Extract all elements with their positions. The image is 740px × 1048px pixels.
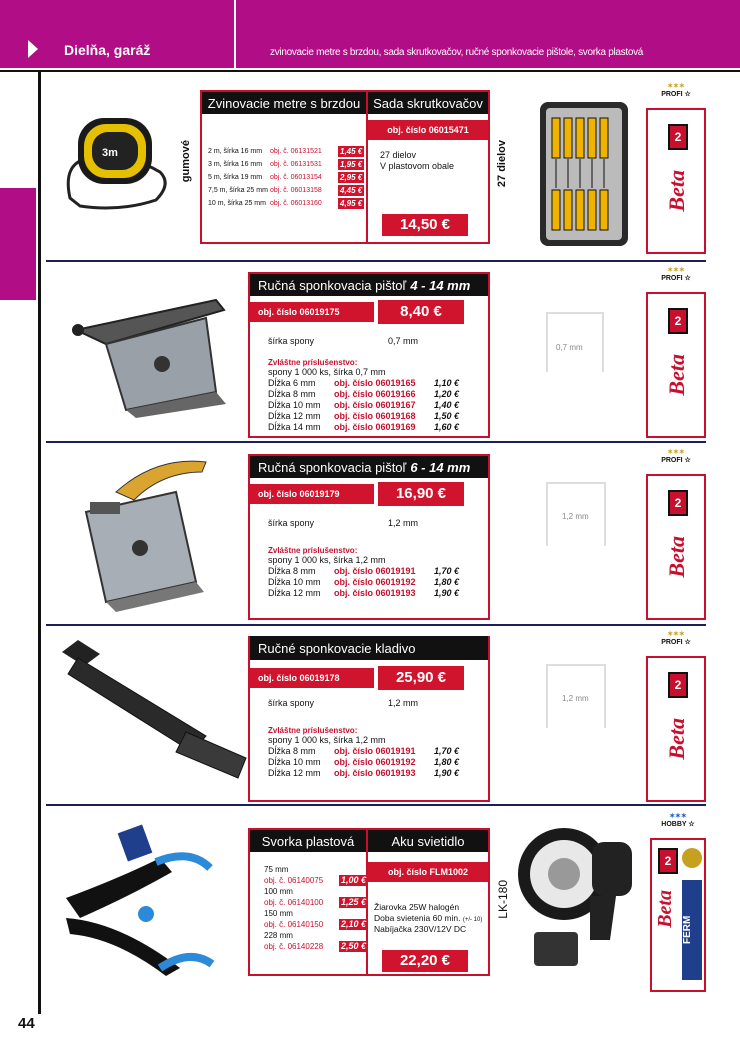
beta-logo: Beta [654, 890, 676, 928]
stapler1-width-label: šírka spony [268, 336, 315, 346]
tape-side-label: gumové [180, 140, 192, 183]
stapler2-product-box [248, 454, 490, 620]
stapler1-width-value: 0,7 mm [388, 336, 419, 346]
list-item: Dĺžka 12 mm obj. číslo 06019193 1,90 € [268, 588, 460, 598]
stapler1-title: Ručná sponkovacia pištoľ 4 - 14 mm [250, 274, 488, 296]
hammer-price: 25,90 € [378, 666, 464, 690]
stapler2-price: 16,90 € [378, 482, 464, 506]
staple-size-label: 1,2 mm [562, 512, 589, 521]
staple-size-label: 1,2 mm [562, 694, 589, 703]
beta-2-logo-icon: 2 [668, 672, 688, 698]
lamp-desc-1: Žiarovka 25W halogén [374, 902, 460, 912]
svg-text:3m: 3m [102, 147, 118, 159]
section-divider [46, 804, 706, 806]
hammer-width-label: šírka spony [268, 698, 315, 708]
screwdriver-product-box [368, 90, 490, 244]
lamp-desc-3: Nabíjačka 230V/12V DC [374, 924, 467, 934]
list-item: obj. č. 06140150 2,10 € [264, 919, 366, 929]
profi-badge: ✶✶✶ PROFI ☆ [661, 267, 691, 282]
side-tab [0, 188, 36, 300]
tape-price-list [208, 146, 366, 211]
stapler1-product-box [248, 272, 490, 438]
screwdriver-title: Sada skrutkovačov [368, 92, 488, 114]
beta-2-logo-icon: 2 [668, 490, 688, 516]
stapler2-width-label: šírka spony [268, 518, 315, 528]
clamp-size: 100 mm [264, 887, 293, 896]
clamp-size: 150 mm [264, 909, 293, 918]
list-item: obj. č. 06140100 1,25 € [264, 897, 366, 907]
list-item: Dĺžka 10 mm obj. číslo 06019167 1,40 € [268, 400, 460, 410]
category-title: Dielňa, garáž [64, 42, 151, 58]
list-item: 5 m, šírka 19 mm obj. č. 06013154 2,95 € [208, 173, 363, 182]
list-item: obj. č. 06140075 1,00 € [264, 875, 366, 885]
section-divider [46, 441, 706, 443]
list-item: Dĺžka 8 mm obj. číslo 06019191 1,70 € [268, 746, 460, 756]
flashlight-image [510, 820, 636, 980]
ferm-logo: FERM [682, 880, 702, 980]
screwdriver-desc-2: V plastovom obale [380, 161, 455, 171]
header-rule [0, 70, 740, 72]
stapler2-width-value: 1,2 mm [388, 518, 419, 528]
list-item: 7,5 m, šírka 25 mm obj. č. 06013158 4,45 € [208, 186, 363, 195]
beta-2-logo-icon: 2 [668, 124, 688, 150]
list-item: Dĺžka 14 mm obj. číslo 06019169 1,60 € [268, 422, 460, 432]
plastic-clamp-image [60, 818, 220, 978]
stapler2-title: Ručná sponkovacia pištoľ 6 - 14 mm [250, 456, 488, 478]
seal-icon [682, 848, 702, 868]
profi-badge: ✶✶✶ PROFI ☆ [661, 449, 691, 464]
page-number: 44 [18, 1015, 35, 1032]
beta-logo: Beta [664, 536, 689, 578]
section-divider [46, 260, 706, 262]
stapler1-accessory-title: Zvláštne príslušenstvo: [268, 358, 358, 367]
tape-title: Zvinovacie metre s brzdou [202, 92, 366, 114]
beta-logo: Beta [664, 170, 689, 212]
stapler2-code: obj. číslo 06019179 [250, 484, 374, 504]
list-item: Dĺžka 8 mm obj. číslo 06019191 1,70 € [268, 566, 460, 576]
hammer-accessory-desc: spony 1 000 ks, šírka 1,2 mm [268, 735, 386, 745]
hobby-badge: ✶✶✶ HOBBY ☆ [661, 813, 695, 828]
clamp-title: Svorka plastová [250, 830, 366, 852]
stapler2-accessory-desc: spony 1 000 ks, šírka 1,2 mm [268, 555, 386, 565]
lamp-price: 22,20 € [382, 950, 468, 972]
beta-logo: Beta [664, 718, 689, 760]
brand-box-hobby [650, 812, 706, 992]
list-item: Dĺžka 8 mm obj. číslo 06019166 1,20 € [268, 389, 460, 399]
stapler1-accessory-desc: spony 1 000 ks, šírka 0,7 mm [268, 367, 386, 377]
clamp-size: 228 mm [264, 931, 293, 940]
lamp-title: Aku svietidlo [368, 830, 488, 852]
clamp-product-box [248, 828, 368, 976]
clamp-size: 75 mm [264, 865, 289, 874]
screwdriver-desc-1: 27 dielov [380, 150, 417, 160]
list-item: 3 m, šírka 16 mm obj. č. 06131531 1,95 € [208, 160, 363, 169]
profi-badge: ✶✶✶ PROFI ☆ [661, 83, 691, 98]
brand-box [646, 448, 706, 620]
header-subtitle: zvinovacie metre s brzdou, sada skrutkovačov, ručné sponkovacie pištole, svorka plastová [270, 47, 644, 58]
stapler-image [76, 452, 226, 618]
brand-box [646, 266, 706, 438]
brand-box [646, 630, 706, 802]
tape-measure-image [60, 102, 176, 214]
screwdriver-side-label: 27 dielov [496, 140, 508, 188]
staple-size-label: 0,7 mm [556, 343, 583, 352]
screwdriver-set-image [538, 100, 630, 248]
list-item: 10 m, šírka 25 mm obj. č. 06013160 4,95 € [208, 199, 363, 208]
screwdriver-code: obj. číslo 06015471 [368, 120, 488, 140]
screwdriver-price: 14,50 € [382, 214, 468, 236]
beta-2-logo-icon: 2 [658, 848, 678, 874]
list-item: Dĺžka 10 mm obj. číslo 06019192 1,80 € [268, 577, 460, 587]
lamp-code: obj. číslo FLM1002 [368, 862, 488, 882]
list-item: obj. č. 06140228 2,50 € [264, 941, 366, 951]
stapler1-code: obj. číslo 06019175 [250, 302, 374, 322]
beta-2-logo-icon: 2 [668, 308, 688, 334]
list-item: Dĺžka 12 mm obj. číslo 06019193 1,90 € [268, 768, 460, 778]
list-item: Dĺžka 12 mm obj. číslo 06019168 1,50 € [268, 411, 460, 421]
hammer-title: Ručné sponkovacie kladivo [250, 636, 488, 660]
brand-box [646, 82, 706, 254]
stapler1-price: 8,40 € [378, 300, 464, 324]
list-item: Dĺžka 6 mm obj. číslo 06019165 1,10 € [268, 378, 460, 388]
left-rule [38, 72, 41, 1014]
stapler-image [66, 282, 242, 422]
profi-badge: ✶✶✶ PROFI ☆ [661, 631, 691, 646]
list-item: 2 m, šírka 16 mm obj. č. 06131521 1,45 € [208, 147, 363, 156]
hammer-tacker-image [56, 636, 252, 782]
lamp-desc-2: Doba svietenia 60 min. (+/- 10) [374, 913, 483, 923]
stapler2-accessory-title: Zvláštne príslušenstvo: [268, 546, 358, 555]
section-divider [46, 624, 706, 626]
hammer-product-box [248, 636, 490, 802]
tape-product-box [200, 90, 368, 244]
staple-image [546, 312, 604, 372]
hammer-width-value: 1,2 mm [388, 698, 419, 708]
beta-logo: Beta [664, 354, 689, 396]
list-item: Dĺžka 10 mm obj. číslo 06019192 1,80 € [268, 757, 460, 767]
arrow-right-icon [28, 40, 38, 58]
lamp-model-label: LK-180 [496, 880, 510, 919]
hammer-accessory-title: Zvláštne príslušenstvo: [268, 726, 358, 735]
hammer-code: obj. číslo 06019178 [250, 668, 374, 688]
lamp-product-box [368, 828, 490, 976]
